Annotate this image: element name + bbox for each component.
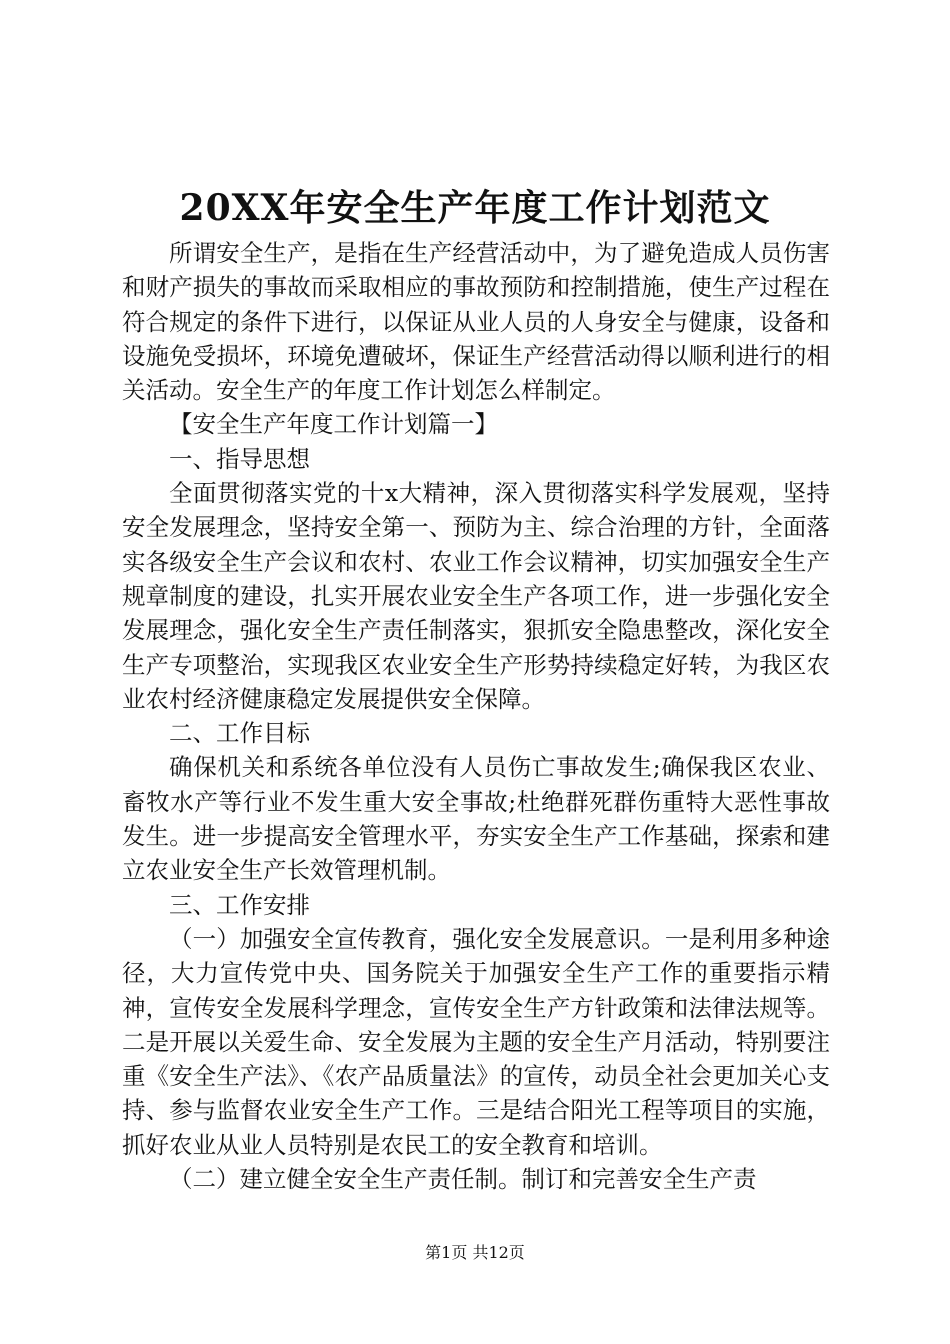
paragraph-guiding-thought: 全面贯彻落实党的十x大精神，深入贯彻落实科学发展观，坚持安全发展理念，坚持安全第一、预防为主、综合治理的方针，全面落实各级安全生产会议和农村、农业工作会议精神，切实加强安全生产规章制度的建设，扎实开展农业安全生产各项工作，进一步强化安全发展理念，强化安全生产责任制落实，狠抓安全隐患整改，深化安全生产专项整治，实现我区农业安全生产形势持续稳定好转，为我区农业农村经济健康稳定发展提供安全保障。 bbox=[122, 479, 830, 713]
paragraph-arrangement-one: （一）加强安全宣传教育，强化安全发展意识。一是利用多种途径，大力宣传党中央、国务院关于加强安全生产工作的重要指示精神，宣传安全发展科学理念，宣传安全生产方针政策和法律法规等。二是开展以关爱生命、安全发展为主题的安全生产月活动，特别要注重《安全生产法》、《农产品质量法》的宣传，动员全社会更加关心支持、参与监督农业安全生产工作。三是结合阳光工程等项目的实施，抓好农业从业人员特别是农民工的安全教育和培训。 bbox=[122, 924, 830, 1159]
page-footer: 第1页 共12页 bbox=[425, 1243, 525, 1262]
section-heading-part-one: 【安全生产年度工作计划篇一】 bbox=[169, 410, 498, 439]
heading-guiding-thought: 一、指导思想 bbox=[169, 444, 310, 473]
paragraph-arrangement-two: （二）建立健全安全生产责任制。制订和完善安全生产责 bbox=[169, 1165, 757, 1194]
heading-work-arrangement: 三、工作安排 bbox=[169, 890, 310, 919]
paragraph-intro: 所谓安全生产，是指在生产经营活动中，为了避免造成人员伤害和财产损失的事故而采取相应的事故预防和控制措施，使生产过程在符合规定的条件下进行，以保证从业人员的人身安全与健康，设备和设施免受损坏，环境免遭破坏，保证生产经营活动得以顺利进行的相关活动。安全生产的年度工作计划怎么样制定。 bbox=[122, 239, 830, 405]
document-title: 20XX年安全生产年度工作计划范文 bbox=[179, 187, 771, 229]
paragraph-work-goals: 确保机关和系统各单位没有人员伤亡事故发生;确保我区农业、畜牧水产等行业不发生重大安全事故;杜绝群死群伤重特大恶性事故发生。进一步提高安全管理水平，夯实安全生产工作基础，探索和建立农业安全生产长效管理机制。 bbox=[122, 753, 830, 885]
document-body bbox=[122, 236, 830, 1196]
heading-work-goals: 二、工作目标 bbox=[169, 719, 310, 748]
